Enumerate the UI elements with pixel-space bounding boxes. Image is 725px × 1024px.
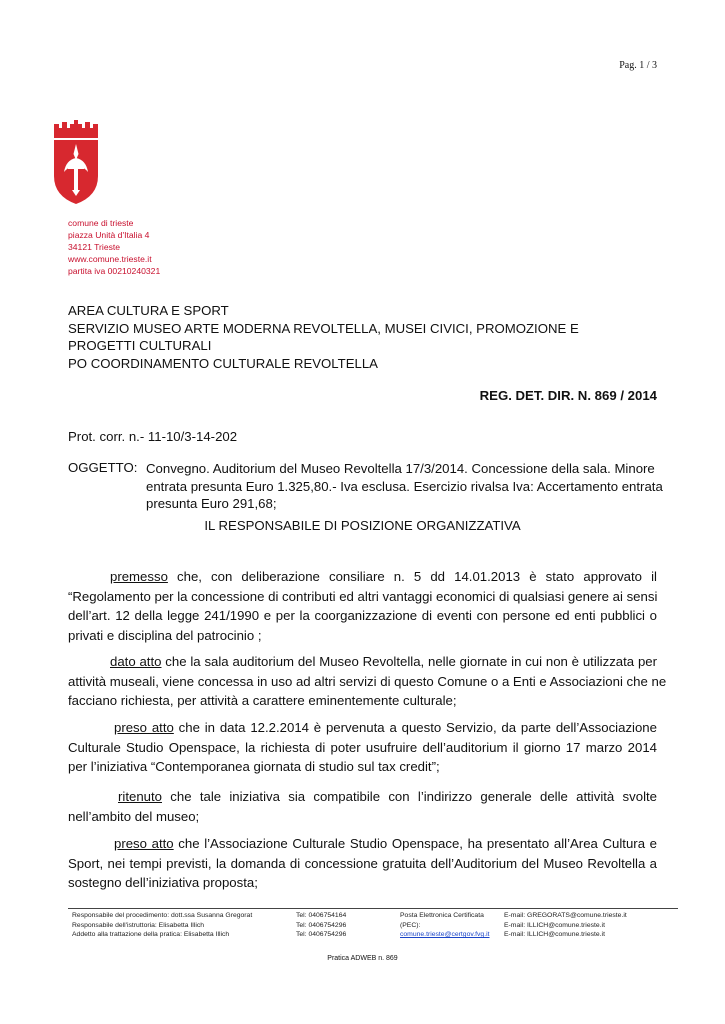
subject-label: OGGETTO: [68,460,138,475]
footer-line: E-mail: ILLICH@comune.trieste.it [504,921,605,929]
heading-line: AREA CULTURA E SPORT [68,303,229,318]
paragraph-keyword: preso atto [114,836,174,851]
paragraph-line: “Regolamento per la concessione di contributi ed altri vantaggi economici di qualsiasi genere ai sensi [68,588,658,604]
paragraph-line: nell’ambito del museo; [68,808,200,824]
paragraph-ritenuto [68,787,657,826]
paragraph-preso-atto-1 [68,718,657,777]
subject-line: entrata presunta Euro 1.325,80.- Iva esclusa. Esercizio rivalsa Iva: Accertamento entrata [146,478,663,494]
registration-number: REG. DET. DIR. N. 869 / 2014 [479,388,657,403]
paragraph-first-line: che in data 12.2.2014 è pervenuta a questo Servizio, da parte dell’Associazione [178,720,657,735]
department-heading [68,302,579,372]
footer-responsibles [72,911,252,940]
footer-pec [400,911,490,940]
subject-line: presunta Euro 291,68; [146,496,277,511]
heading-line: PROGETTI CULTURALI [68,338,212,353]
paragraph-first-line: che l’Associazione Culturale Studio Openspace, ha presentato all’Area Cultura e [178,836,657,851]
footer-line: Tel: 0406754296 [296,931,347,938]
heading-line: SERVIZIO MUSEO ARTE MODERNA REVOLTELLA, MUSEI CIVICI, PROMOZIONE E [68,320,579,336]
footer-line: Responsabile del procedimento: dott.ssa Susanna Gregorat [72,912,253,919]
footer-line: (PEC): [400,921,421,929]
address-line: piazza Unità d'Italia 4 [68,230,150,240]
page-number: Pag. 1 / 3 [619,60,657,71]
footer-line: E-mail: ILLICH@comune.trieste.it [504,931,605,938]
pratica-number: Pratica ADWEB n. 869 [327,955,398,962]
footer-phones [296,911,346,940]
paragraph-line: per l’iniziativa “Contemporanea giornata di studio sul tax credit”; [68,759,440,774]
paragraph-keyword: dato atto [110,654,162,669]
paragraph-line: attività museali, viene concessa in uso ad altri servizi di questo Comune o a Enti e Associazioni che ne [68,673,667,689]
address-line: partita iva 00210240321 [68,266,161,276]
footer-line: Tel: 0406754296 [296,921,347,929]
paragraph-line: dell’art. 12 della legge 241/1990 e per la coorganizzazione di eventi con persone ed enti pubblici o [68,608,657,623]
paragraph-first-line: che, con deliberazione consiliare n. 5 dd 14.01.2013 è stato approvato il [177,569,657,584]
paragraph-line: sostegno dell’iniziativa proposta; [68,875,258,890]
footer-divider [68,908,678,909]
paragraph-keyword: premesso [110,569,168,584]
protocol-number: Prot. corr. n.- 11-10/3-14-202 [68,429,238,444]
footer-line: Posta Elettronica Certificata [400,912,484,919]
address-line: 34121 Trieste [68,242,121,252]
trieste-halberd-crest-icon [52,120,100,204]
footer-line: E-mail: GREGORATS@comune.trieste.it [504,912,627,919]
footer-line: Responsabile dell'istruttoria: Elisabetta Illich [72,921,205,929]
subject-text [146,460,663,513]
heading-line: PO COORDINAMENTO CULTURALE REVOLTELLA [68,355,378,371]
paragraph-first-line: che la sala auditorium del Museo Revoltella, nelle giornate in cui non è utilizzata per [165,654,658,669]
paragraph-first-line: che tale iniziativa sia compatibile con l’indirizzo generale delle attività svolte [170,789,657,804]
paragraph-line: privati e disciplina del patrocinio ; [68,627,262,643]
footer-line: Addetto alla trattazione della pratica: Elisabetta Illich [72,931,230,938]
paragraph-line: Sport, nei tempi previsti, la domanda di concessione gratuita dell’Auditorium del Museo Revoltella a [68,855,657,871]
paragraph-line: facciano richiesta, per attività a carattere eminentemente culturale; [68,693,457,708]
paragraph-premesso [68,567,657,645]
paragraph-keyword: preso atto [114,720,174,735]
address-line: www.comune.trieste.it [68,254,152,264]
footer-line: Tel: 0406754164 [296,912,347,919]
pec-email-link[interactable]: comune.trieste@certgov.fvg.it [400,931,490,938]
paragraph-preso-atto-2 [68,834,657,893]
municipality-address [68,217,160,277]
subject-line: Convegno. Auditorium del Museo Revoltella 17/3/2014. Concessione della sala. Minore [146,461,655,476]
address-line: comune di trieste [68,218,134,228]
paragraph-keyword: ritenuto [118,789,162,804]
footer-emails [504,911,627,940]
paragraph-line: Culturale Studio Openspace, la richiesta di poter usufruire dell’auditorium il giorno 17 marzo 2014 [68,739,657,755]
paragraph-dato-atto [68,652,667,711]
responsible-title: IL RESPONSABILE DI POSIZIONE ORGANIZZATIVA [204,518,521,533]
